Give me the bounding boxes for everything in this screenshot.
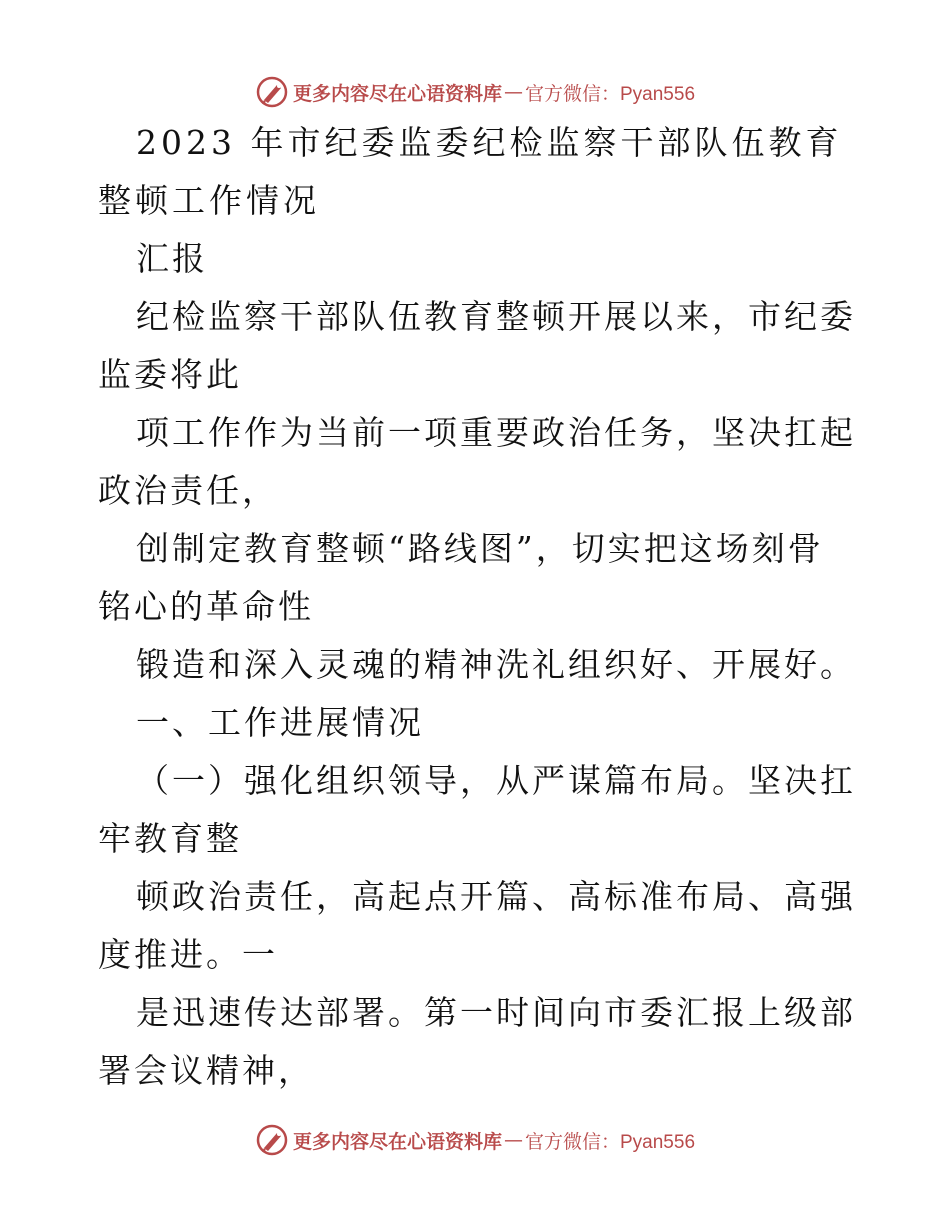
- doc-paragraph: 创制定教育整顿“路线图”，切实把这场刻骨铭心的革命性: [98, 529, 824, 626]
- doc-paragraph: 锻造和深入灵魂的精神洗礼组织好、开展好。: [136, 645, 856, 684]
- watermark-main-text: 更多内容尽在心语资料库: [292, 82, 502, 105]
- watermark-dash: —: [503, 81, 523, 103]
- doc-title: 2023 年市纪委监委纪检监察干部队伍教育整顿工作情况: [98, 123, 843, 220]
- watermark-main-text: 更多内容尽在心语资料库: [292, 1130, 502, 1153]
- doc-paragraph: 汇报: [136, 239, 208, 278]
- doc-paragraph: 纪检监察干部队伍教育整顿开展以来，市纪委监委将此: [98, 297, 856, 394]
- pen-logo-icon: [255, 75, 289, 109]
- doc-paragraph: 是迅速传达部署。第一时间向市委汇报上级部署会议精神，: [98, 993, 856, 1090]
- watermark-account: Pyan556: [620, 1131, 696, 1153]
- doc-section-heading: 一、工作进展情况: [136, 703, 424, 742]
- watermark-label: 官方微信：: [524, 82, 620, 105]
- watermark-dash: —: [503, 1129, 523, 1151]
- document-body: [98, 114, 858, 1100]
- doc-paragraph: （一）强化组织领导，从严谋篇布局。坚决扛牢教育整: [98, 761, 856, 858]
- watermark-account: Pyan556: [620, 83, 696, 105]
- watermark-wechat: [525, 79, 695, 106]
- doc-paragraph: 项工作作为当前一项重要政治任务，坚决扛起政治责任，: [98, 413, 856, 510]
- doc-paragraph: 顿政治责任，高起点开篇、高标准布局、高强度推进。一: [98, 877, 856, 974]
- footer-watermark: [0, 1120, 950, 1160]
- pen-logo-icon: [255, 1123, 289, 1157]
- header-watermark: [0, 72, 950, 112]
- watermark-label: 官方微信：: [524, 1130, 620, 1153]
- watermark-wechat: [525, 1127, 695, 1154]
